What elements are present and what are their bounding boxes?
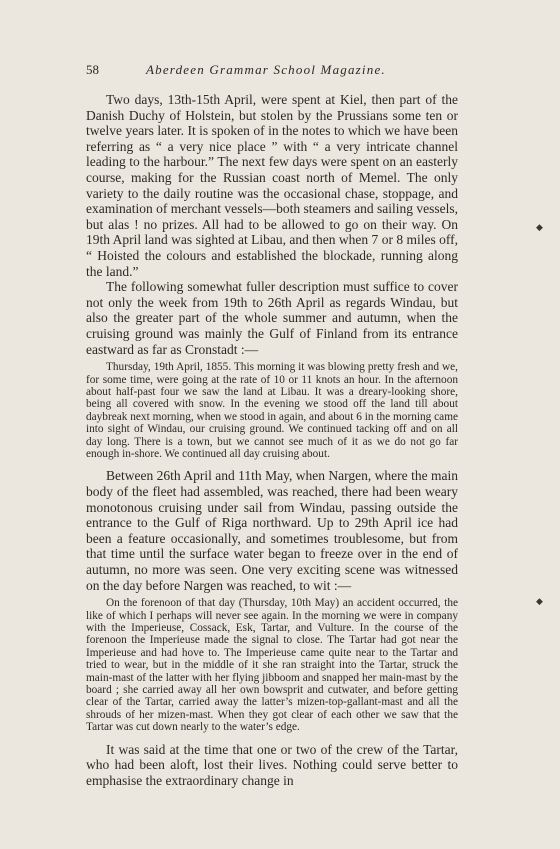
page-header (86, 62, 464, 82)
quote-diary-libau: Thursday, 19th April, 1855. This morning it was blowing pretty fresh and we, for some time, were going at the rate of 10 or 11 knots an hour. In the afternoon about half-past four we saw the land at Libau. It was a dreary-looking shore, being all covered with snow. In the evening we stood off the land till about daybreak next morning, when we stood in again, and about 6 in the morning came into sight of Windau, our cruising ground. We continued tacking off and on all day long. There is a town, but we cannot see much of it as we do not go far enough in-shore. We continued all day cruising about. (86, 361, 458, 460)
margin-speck: ◆ (536, 596, 543, 606)
paragraph-kiel: Two days, 13th-15th April, were spent at Kiel, then part of the Danish Duchy of Holstein, but stolen by the Prussians some ten or twelve years later. It is spoken of in the notes to which we have been referring as “ a very nice place ” with “ a very intricate channel leading to the harbour.” The next few days were spent on an easterly course, making for the Russian coast north of Memel. The only variety to the daily routine was the occasional chase, stoppage, and examination of merchant vessels—both steamers and sailing vessels, but alas ! no prizes. All had to be allowed to go on their way. On 19th April land was sighted at Libau, and then when 7 or 8 miles off, “ Hoisted the colours and established the blockade, running along the land.” (86, 92, 458, 279)
paragraph-tartar-crew: It was said at the time that one or two of the crew of the Tartar, who had been aloft, lost their lives. Nothing could serve better to emphasise the extraordinary change in (86, 741, 458, 788)
quote-diary-collision: On the forenoon of that day (Thursday, 10th May) an accident occurred, the like of which I perhaps will never see again. In the morning we were in company with the Imperieuse, Cossack, Esk, Tartar, and Vulture. In the course of the forenoon the Imperieuse made the signal to close. The Tartar had got near the Imperieuse and had hove to. The Imperieuse came quite near to the Tartar and tried to wear, but in the middle of it she ran straight into the Tartar, struck the main-mast of the latter with her flying jibboom and snapped her main-mast by the board ; she carried away all her own bowsprit and cutwater, and before getting clear of the Tartar, carried away the latter’s mizen-top-gallant-mast and all the shrouds of her mizen-mast. When they got clear of each other we saw that the Tartar was cut down nearly to the water’s edge. (86, 597, 458, 734)
page-number: 58 (86, 62, 99, 77)
paragraph-nargen: Between 26th April and 11th May, when Nargen, where the main body of the fleet had assembled, was reached, there had been weary monotonous cruising under sail from Windau, passing outside the entrance to the Gulf of Riga northward. Up to 29th April ice had been a feature occasionally, and sometimes troublesome, but from that time until the surface water began to freeze over in the end of autumn, no more was seen. One very exciting scene was witnessed on the day before Nargen was reached, to wit :— (86, 468, 458, 593)
margin-speck: ◆ (536, 222, 543, 232)
running-title: Aberdeen Grammar School Magazine. (146, 62, 386, 77)
body-text (86, 92, 458, 788)
paragraph-cruising-ground: The following somewhat fuller description must suffice to cover not only the week from 19th to 26th April as regards Windau, but also the greater part of the whole summer and autumn, when the cruising ground was mainly the Gulf of Finland from its entrance eastward as far as Cronstadt :— (86, 279, 458, 357)
